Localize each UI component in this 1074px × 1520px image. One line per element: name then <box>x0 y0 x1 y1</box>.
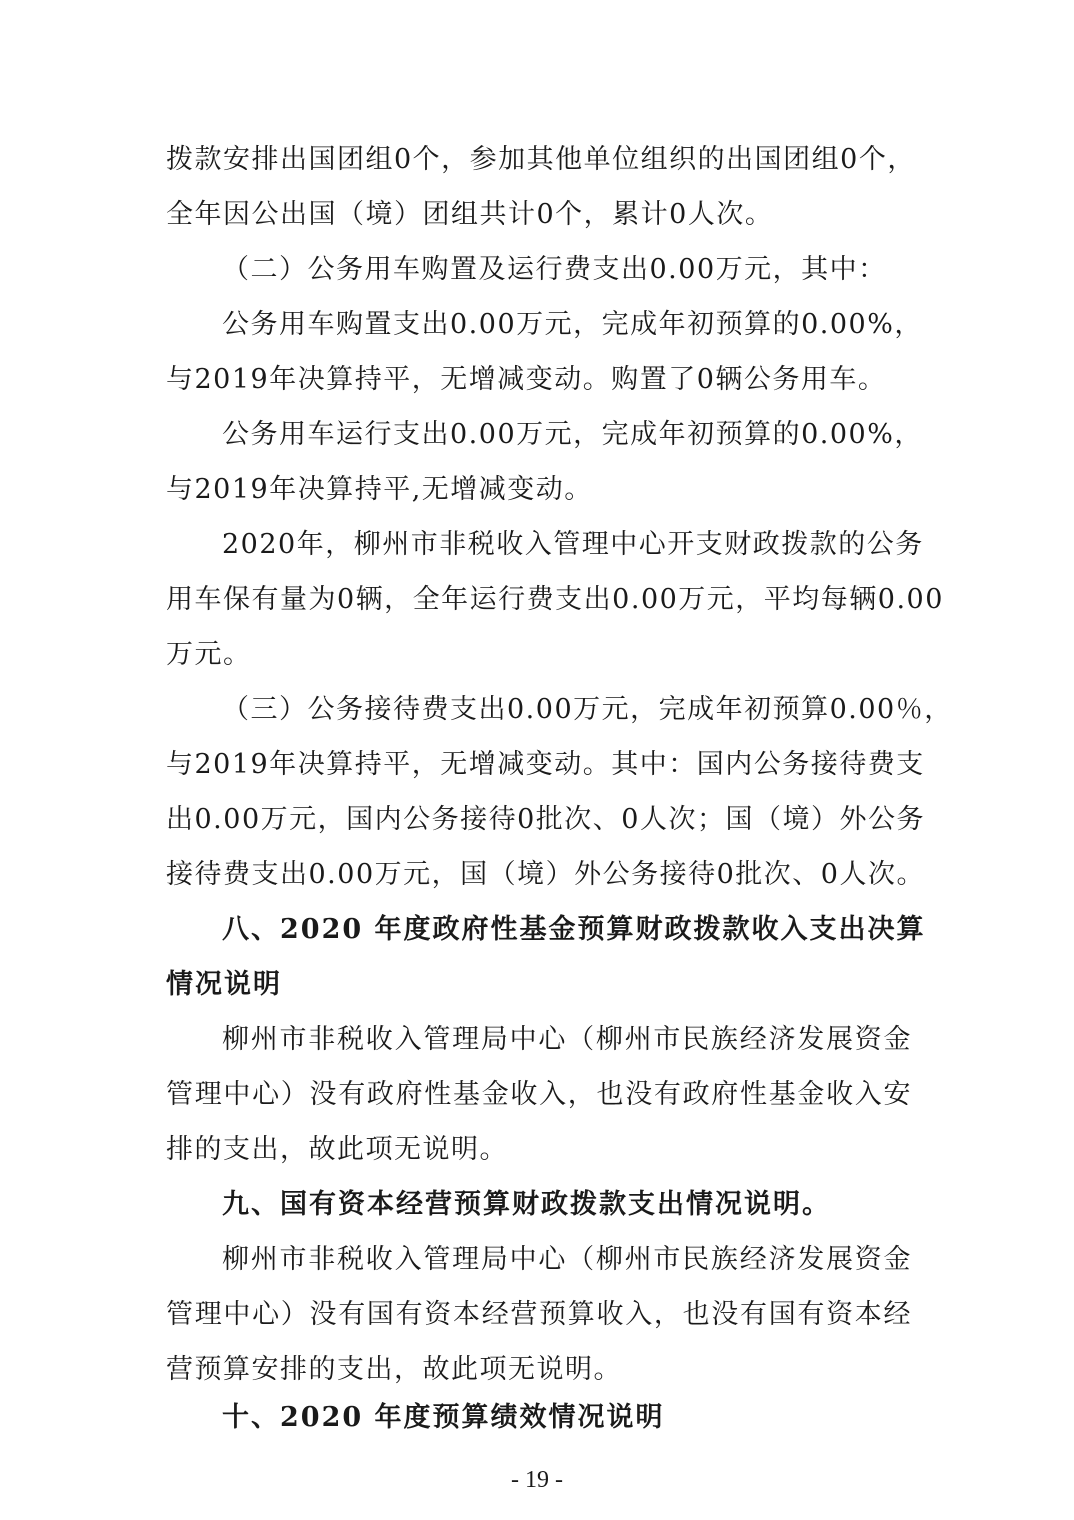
paragraph-line: 与2019年决算持平，无增减变动。其中：国内公务接待费支 <box>166 749 925 780</box>
paragraph-line: 与2019年决算持平，无增减变动。购置了0辆公务用车。 <box>166 364 887 395</box>
paragraph-line: 管理中心）没有国有资本经营预算收入，也没有国有资本经 <box>166 1299 912 1330</box>
paragraph-line: 柳州市非税收入管理局中心（柳州市民族经济发展资金 <box>222 1244 912 1275</box>
paragraph-line: 接待费支出0.00万元，国（境）外公务接待0批次、0人次。 <box>166 859 925 890</box>
paragraph-line: 拨款安排出国团组0个，参加其他单位组织的出国团组0个， <box>166 144 916 175</box>
section-heading: 八、2020 年度政府性基金预算财政拨款收入支出决算 <box>222 914 926 945</box>
paragraph-line: （三）公务接待费支出0.00万元，完成年初预算0.00％， <box>222 694 953 725</box>
paragraph-line: 排的支出，故此项无说明。 <box>166 1134 508 1165</box>
paragraph-line: 出0.00万元，国内公务接待0批次、0人次；国（境）外公务 <box>166 804 925 835</box>
paragraph-line: 公务用车运行支出0.00万元，完成年初预算的0.00%， <box>222 419 923 450</box>
section-heading: 十、2020 年度预算绩效情况说明 <box>222 1402 665 1433</box>
page-number: - 19 - <box>511 1467 563 1493</box>
section-heading: 九、国有资本经营预算财政拨款支出情况说明。 <box>222 1189 831 1220</box>
section-heading: 情况说明 <box>166 969 282 1000</box>
paragraph-line: 管理中心）没有政府性基金收入，也没有政府性基金收入安 <box>166 1079 912 1110</box>
paragraph-line: 营预算安排的支出，故此项无说明。 <box>166 1354 622 1385</box>
paragraph-line: 与2019年决算持平,无增减变动。 <box>166 474 593 505</box>
paragraph-line: 万元。 <box>166 639 252 670</box>
paragraph-line: 全年因公出国（境）团组共计0个，累计0人次。 <box>166 199 774 230</box>
paragraph-line: 2020年，柳州市非税收入管理中心开支财政拨款的公务 <box>222 529 924 560</box>
paragraph-line: （二）公务用车购置及运行费支出0.00万元，其中： <box>222 254 887 285</box>
paragraph-line: 公务用车购置支出0.00万元，完成年初预算的0.00%， <box>222 309 923 340</box>
paragraph-line: 用车保有量为0辆，全年运行费支出0.00万元，平均每辆0.00 <box>166 584 944 615</box>
paragraph-line: 柳州市非税收入管理局中心（柳州市民族经济发展资金 <box>222 1024 912 1055</box>
